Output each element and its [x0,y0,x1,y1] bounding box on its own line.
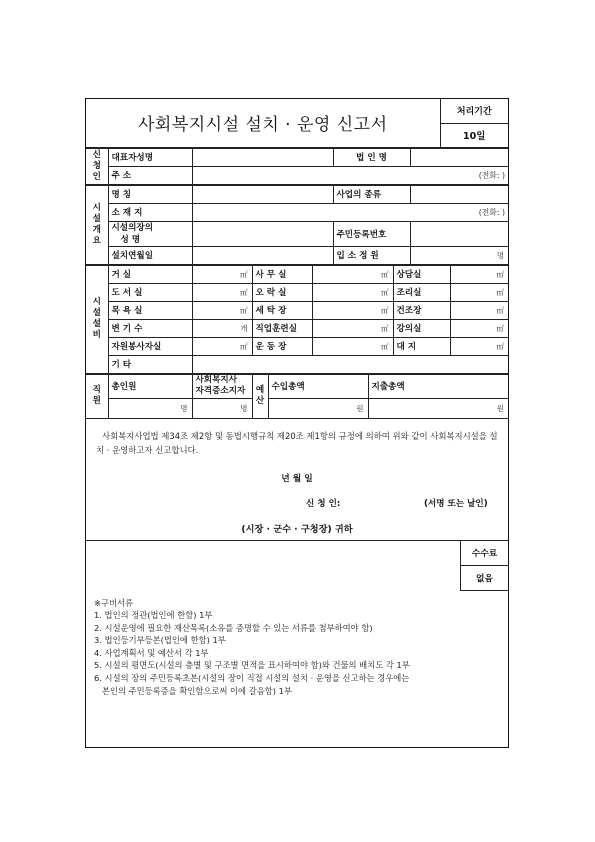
facility-label: 거 실 [108,265,192,283]
sign-label[interactable]: (서명 또는 날인) [424,498,488,509]
document-item: 5. 시설의 평면도(시설의 층별 및 구조별 면적을 표시하여야 함)와 건물의 배치도 각 1부 [94,660,410,671]
document-item: 본인의 주민등록증을 확인함으로써 이에 갈음함) 1부 [94,685,292,696]
documents-area [86,541,508,721]
install-date-field[interactable] [192,246,333,264]
facility-area-field[interactable]: ㎡ [192,283,252,301]
facility-label: 도 서 실 [108,283,192,301]
applicant-signature-label: 신 청 인: [306,498,341,509]
other-label: 기 타 [108,355,192,373]
facility-area-field[interactable]: ㎡ [450,265,508,283]
address-label: 주 소 [108,166,192,184]
addressee: (시장 · 군수 · 구청장) 귀하 [241,523,353,535]
date-line: 년 월 일 [281,473,313,484]
location-field[interactable]: (전화: ) [192,203,508,221]
income-label: 수입총액 [268,374,368,398]
facility-label: 상담실 [393,265,450,283]
facility-label: 세 탁 장 [252,301,312,319]
total-staff-field[interactable]: 명 [108,398,192,418]
documents-title: ※구비서류 [94,597,134,608]
facility-name-label: 명 칭 [108,185,192,203]
declaration-text: 사회복지사업법 제34조 제2항 및 동법시행규칙 제20조 제1항의 규정에 의하여 위와 같이 사회복지시설을 설치 · 운영하고자 신고합니다. [96,430,498,455]
facility-area-field[interactable]: ㎡ [192,301,252,319]
facility-label: 오 락 실 [252,283,312,301]
facility-area-field[interactable]: ㎡ [192,337,252,355]
applicant-section [86,148,508,185]
facility-label: 직업훈련실 [252,319,312,337]
corp-name-label: 법 인 명 [333,148,410,166]
capacity-field[interactable]: 명 [410,246,508,264]
facilities-group-label: 시 설 설 비 [86,265,108,373]
document-item: 1. 법인의 정관(법인에 한함) 1부 [94,610,213,621]
facilities-section [86,265,508,374]
facility-name-field[interactable] [192,185,333,203]
facility-area-field[interactable]: ㎡ [450,337,508,355]
facility-label: 사 무 실 [252,265,312,283]
facility-label: 운 동 장 [252,337,312,355]
expense-label: 지출총액 [368,374,508,398]
document-item: 4. 사업계획서 및 예산서 각 1부 [94,647,209,658]
head-name-label: 시설의장의 성 명 [108,221,192,246]
declaration-area [86,419,508,541]
document-item: 3. 법인등기부등본(법인에 한함) 1부 [94,635,226,646]
facility-label: 조리실 [393,283,450,301]
facility-area-field[interactable]: ㎡ [192,265,252,283]
form-title: 사회복지시설 설치 · 운영 신고서 [86,99,440,147]
facility-area-field[interactable]: ㎡ [450,301,508,319]
total-staff-label: 총인원 [108,374,192,398]
staff-budget-section [86,374,508,419]
facility-area-field[interactable]: ㎡ [312,337,393,355]
facility-area-field[interactable]: ㎡ [312,283,393,301]
facility-label: 대 지 [393,337,450,355]
facility-area-field[interactable]: ㎡ [312,301,393,319]
qualified-field[interactable]: 명 [192,398,252,418]
processing-period-value: 10일 [440,123,508,147]
rrn-label: 주민등록번호 [333,221,410,246]
business-type-label: 사업의 종류 [333,185,410,203]
capacity-label: 입 소 정 원 [333,246,410,264]
overview-group-label: 시 설 개 요 [86,185,108,264]
facility-label: 건조장 [393,301,450,319]
facility-area-field[interactable]: 개 [192,319,252,337]
facility-label: 강의실 [393,319,450,337]
fee-box [460,541,508,591]
income-field[interactable]: 원 [268,398,368,418]
form-header [86,99,508,148]
rep-name-field[interactable] [192,148,333,166]
applicant-group-label: 신 청 인 [86,148,108,184]
processing-period-label: 처리기간 [440,99,508,123]
budget-group-label: 예 산 [252,374,268,418]
report-form [85,98,509,748]
required-documents [86,591,418,704]
facility-label: 자원봉사자실 [108,337,192,355]
fee-label: 수수료 [461,541,508,566]
document-item: 2. 시설운영에 필요한 재산목록(소유를 증명할 수 있는 서류를 첨부하여야 함) [94,622,373,633]
overview-section [86,185,508,265]
facility-label: 변 기 수 [108,319,192,337]
staff-group-label: 직 원 [86,374,108,418]
address-field[interactable]: (전화: ) [192,166,508,184]
other-field[interactable] [192,355,508,373]
facility-area-field[interactable]: ㎡ [450,319,508,337]
corp-name-field[interactable] [410,148,508,166]
rep-name-label: 대표자성명 [108,148,192,166]
install-date-label: 설치연월일 [108,246,192,264]
expense-field[interactable]: 원 [368,398,508,418]
rrn-field[interactable] [410,221,508,246]
head-name-field[interactable] [192,221,333,246]
facility-area-field[interactable]: ㎡ [312,265,393,283]
qualified-label: 사회복지사 자격증소지자 [192,374,252,398]
facility-label: 목 욕 실 [108,301,192,319]
facility-area-field[interactable]: ㎡ [312,319,393,337]
business-type-field[interactable] [410,185,508,203]
location-label: 소 재 지 [108,203,192,221]
facility-area-field[interactable]: ㎡ [450,283,508,301]
fee-value: 없음 [461,566,508,591]
document-item: 6. 시설의 장의 주민등록초본(시설의 장이 직접 시설의 설치 · 운영을 신고하는 경우에는 [94,673,410,684]
